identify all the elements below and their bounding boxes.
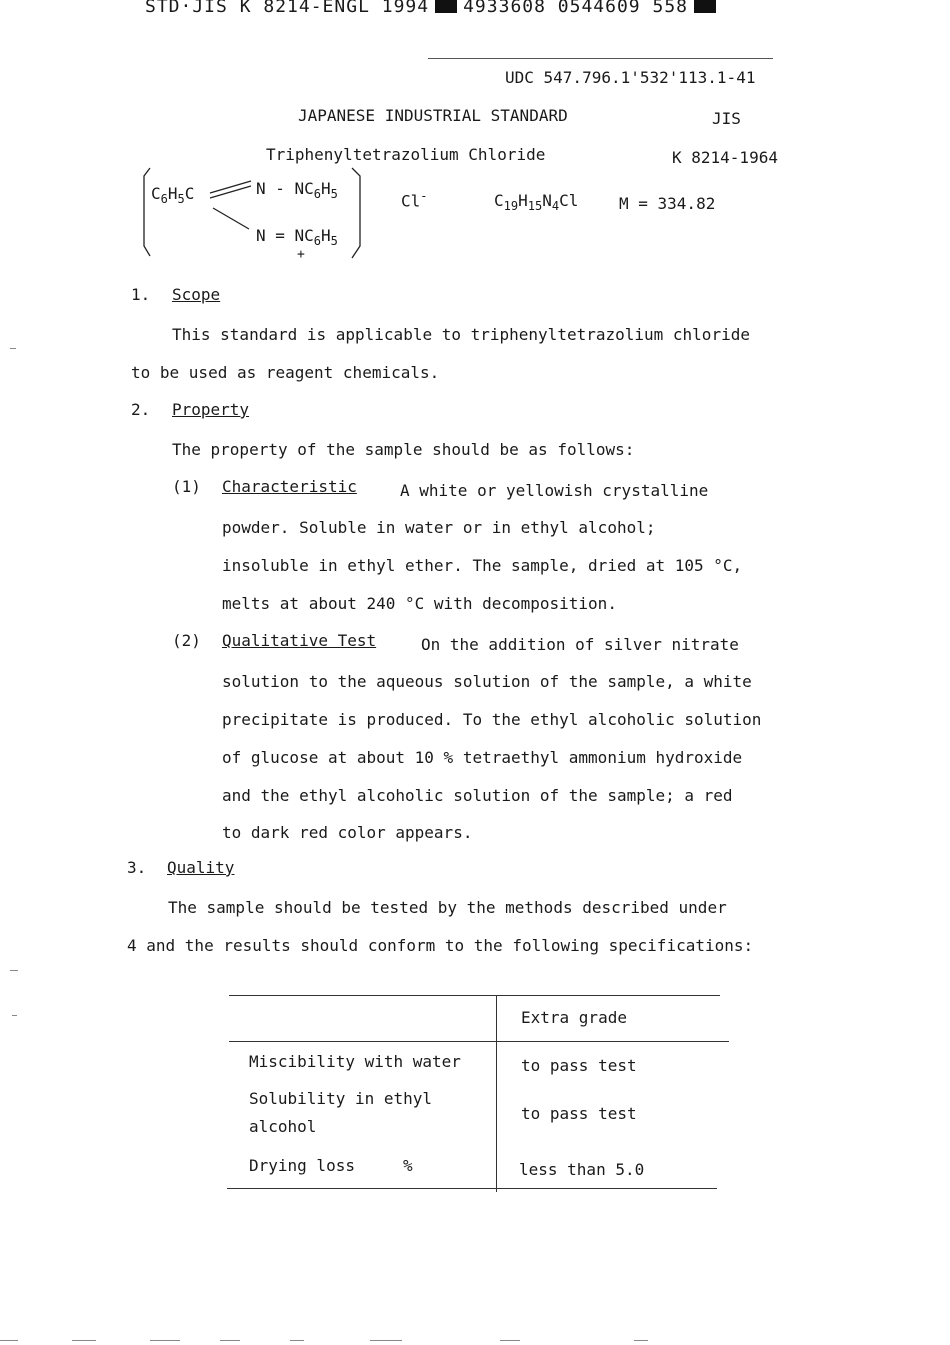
jis-mark: JIS [712, 109, 741, 128]
table-row-label: Drying loss [249, 1156, 355, 1175]
section-2-number: 2. [131, 400, 151, 419]
section-3-number: 3. [127, 858, 147, 877]
item-1-title: Characteristic [222, 477, 357, 496]
table-row-value: to pass test [521, 1056, 637, 1075]
item-1-text-line: powder. Soluble in water or in ethyl alcohol; [222, 518, 656, 537]
item-2-text-line: precipitate is produced. To the ethyl alcoholic solution [222, 710, 762, 729]
table-bottom-rule [227, 1188, 717, 1189]
item-2-title: Qualitative Test [222, 631, 377, 650]
section-3-text-line: 4 and the results should conform to the following specifications: [127, 936, 754, 955]
scan-mark [12, 1015, 17, 1016]
scan-mark [10, 348, 16, 349]
molecular-formula: $C_{19}H_{15}N_4Cl$ [494, 191, 579, 214]
item-2-text-line: of glucose at about 10 % tetraethyl ammonium hydroxide [222, 748, 743, 767]
section-1-text-line: This standard is applicable to triphenyltetrazolium chloride [172, 325, 750, 344]
udc-number: UDC 547.796.1'532'113.1-41 [505, 68, 756, 87]
scan-mark [150, 1340, 180, 1341]
table-row-label: Miscibility with water [249, 1052, 461, 1071]
page-title: Triphenyltetrazolium Chloride [266, 145, 546, 164]
scan-mark [370, 1340, 402, 1341]
item-2-text-line: and the ethyl alcoholic solution of the sample; a red [222, 786, 733, 805]
table-header-extra-grade: Extra grade [521, 1008, 627, 1027]
item-1-text-line: melts at about 240 °C with decomposition. [222, 594, 617, 613]
table-row-label: alcohol [249, 1117, 317, 1136]
phenyl-group-left: $C_6H_5C$ [151, 184, 195, 207]
header-code-left: STD·JIS K 8214-ENGL 1994 [145, 0, 430, 17]
section-3-title: Quality [167, 858, 235, 877]
azo-nitrogen-bottom: $N = NC_6H_5$ [256, 226, 338, 249]
item-1-text-line: A white or yellowish crystalline [400, 481, 709, 500]
molecular-mass: M = 334.82 [619, 194, 716, 213]
section-2-intro: The property of the sample should be as follows: [172, 440, 635, 459]
section-2-title: Property [172, 400, 250, 419]
table-row-unit: % [403, 1156, 413, 1175]
scan-mark [0, 1340, 18, 1341]
table-top-rule [229, 995, 720, 996]
standard-code: K 8214-1964 [672, 148, 778, 167]
standard-heading: JAPANESE INDUSTRIAL STANDARD [298, 106, 568, 125]
item-2-text-line: On the addition of silver nitrate [421, 635, 739, 654]
chloride-anion: Cl- [401, 189, 428, 211]
formula-brackets [0, 0, 950, 270]
table-header-rule [229, 1041, 729, 1042]
scan-mark [72, 1340, 96, 1341]
scan-mark [220, 1340, 240, 1341]
positive-charge: + [297, 247, 305, 262]
item-1-number: (1) [172, 477, 201, 496]
section-3-text-line: The sample should be tested by the methods described under [168, 898, 727, 917]
table-row-value: less than 5.0 [519, 1160, 645, 1179]
scan-mark [634, 1340, 648, 1341]
scan-mark [290, 1340, 304, 1341]
scan-mark [10, 970, 18, 971]
item-2-text-line: to dark red color appears. [222, 823, 473, 842]
section-1-number: 1. [131, 285, 151, 304]
item-2-text-line: solution to the aqueous solution of the sample, a white [222, 672, 752, 691]
header-code-right: 4933608 0544609 558 [463, 0, 688, 17]
table-column-divider [496, 995, 497, 1192]
scan-mark [500, 1340, 520, 1341]
item-2-number: (2) [172, 631, 201, 650]
item-1-text-line: insoluble in ethyl ether. The sample, dried at 105 °C, [222, 556, 743, 575]
section-1-title: Scope [172, 285, 221, 304]
section-1-text-line: to be used as reagent chemicals. [131, 363, 440, 382]
table-row-label: Solubility in ethyl [249, 1089, 433, 1108]
azo-nitrogen-top: N - $NC_6H_5$ [256, 179, 338, 202]
table-row-value: to pass test [521, 1104, 637, 1123]
